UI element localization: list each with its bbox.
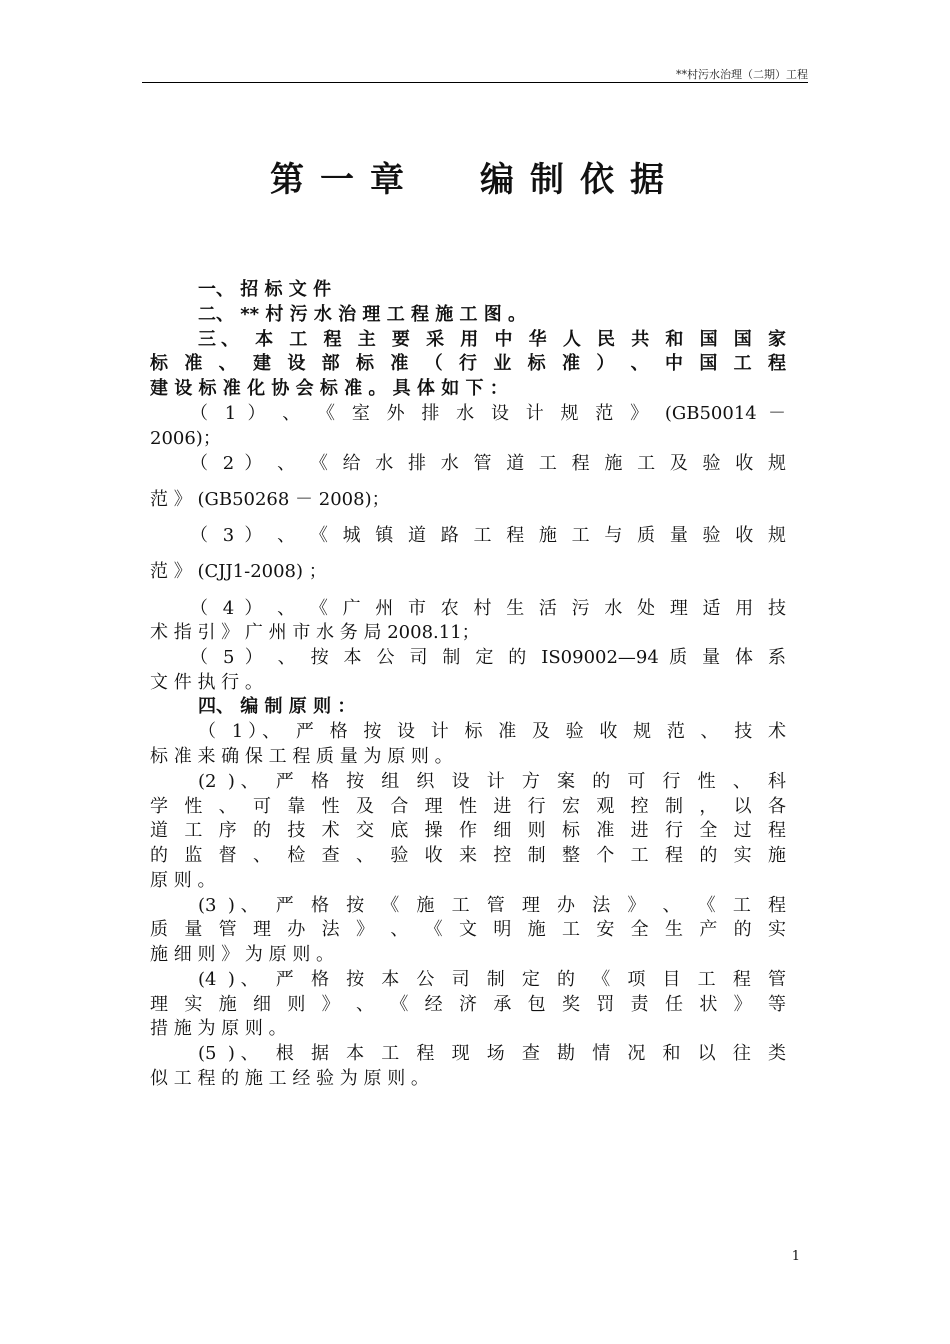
paragraph-line: 标 准 、 建 设 部 标 准 （ 行 业 标 准 ） 、 中 国 工 程 <box>150 353 786 374</box>
principle-item-continued: 原 则 。 <box>150 870 216 891</box>
list-item: （ 4 ） 、 《 广 州 市 农 村 生 活 污 水 处 理 适 用 技 <box>190 598 786 619</box>
principle-item-continued: 标 准 来 确 保 工 程 质 量 为 原 则 。 <box>150 746 453 767</box>
principle-item-continued: 理 实 施 细 则 》 、 《 经 济 承 包 奖 罚 责 任 状 》 等 <box>150 994 786 1015</box>
section-heading: 二、 ** 村 污 水 治 理 工 程 施 工 图 。 <box>198 304 527 325</box>
list-item-continued: 2006)； <box>150 428 221 449</box>
list-item-continued: 文 件 执 行 。 <box>150 672 263 693</box>
principle-item-continued: 的 监 督 、 检 查 、 验 收 来 控 制 整 个 工 程 的 实 施 <box>150 845 786 866</box>
principle-item: (4 )、 严 格 按 本 公 司 制 定 的 《 项 目 工 程 管 <box>198 969 786 990</box>
list-item: （ 1 ） 、 《 室 外 排 水 设 计 规 范 》 (GB50014 － <box>190 403 786 424</box>
paragraph-line: 建 设 标 准 化 协 会 标 准 。 具 体 如 下 ： <box>150 378 508 399</box>
running-header: **村污水治理（二期）工程 <box>676 68 808 81</box>
list-item-continued: 术 指 引 》 广 州 市 水 务 局 2008.11； <box>150 622 480 643</box>
principle-item-continued: 质 量 管 理 办 法 》 、 《 文 明 施 工 安 全 生 产 的 实 <box>150 919 786 940</box>
page-number: 1 <box>791 1249 800 1264</box>
chapter-heading <box>0 152 950 201</box>
principle-item-continued: 道 工 序 的 技 术 交 底 操 作 细 则 标 准 进 行 全 过 程 <box>150 820 786 841</box>
principle-item-continued: 施 细 则 》 为 原 则 。 <box>150 944 335 965</box>
chapter-title: 编制依据 <box>480 160 680 200</box>
section-heading: 三、 本 工 程 主 要 采 用 中 华 人 民 共 和 国 国 家 <box>198 329 786 350</box>
principle-item: (5 )、 根 据 本 工 程 现 场 查 勘 情 况 和 以 往 类 <box>198 1043 786 1064</box>
section-heading: 四、 编 制 原 则 ： <box>198 696 356 717</box>
chapter-number: 第一章 <box>270 160 420 200</box>
principle-item-continued: 措 施 为 原 则 。 <box>150 1018 287 1039</box>
section-heading: 一、 招 标 文 件 <box>198 279 332 300</box>
header-divider <box>142 82 808 83</box>
list-item-continued: 范 》 (CJJ1-2008) ； <box>150 561 327 582</box>
principle-item-continued: 似 工 程 的 施 工 经 验 为 原 则 。 <box>150 1068 429 1089</box>
principle-item: （ 1）、 严 格 按 设 计 标 准 及 验 收 规 范 、 技 术 <box>198 721 786 742</box>
principle-item: (2 )、 严 格 按 组 织 设 计 方 案 的 可 行 性 、 科 <box>198 771 786 792</box>
principle-item: (3 )、 严 格 按 《 施 工 管 理 办 法 》 、 《 工 程 <box>198 895 786 916</box>
list-item: （ 3 ） 、 《 城 镇 道 路 工 程 施 工 与 质 量 验 收 规 <box>190 525 786 546</box>
list-item-continued: 范 》 (GB50268 － 2008)； <box>150 489 390 510</box>
principle-item-continued: 学 性 、 可 靠 性 及 合 理 性 进 行 宏 观 控 制 ， 以 各 <box>150 796 786 817</box>
list-item: （ 2 ） 、 《 给 水 排 水 管 道 工 程 施 工 及 验 收 规 <box>190 453 786 474</box>
list-item: （ 5 ） 、 按 本 公 司 制 定 的 IS09002—94 质 量 体 系 <box>190 647 786 668</box>
